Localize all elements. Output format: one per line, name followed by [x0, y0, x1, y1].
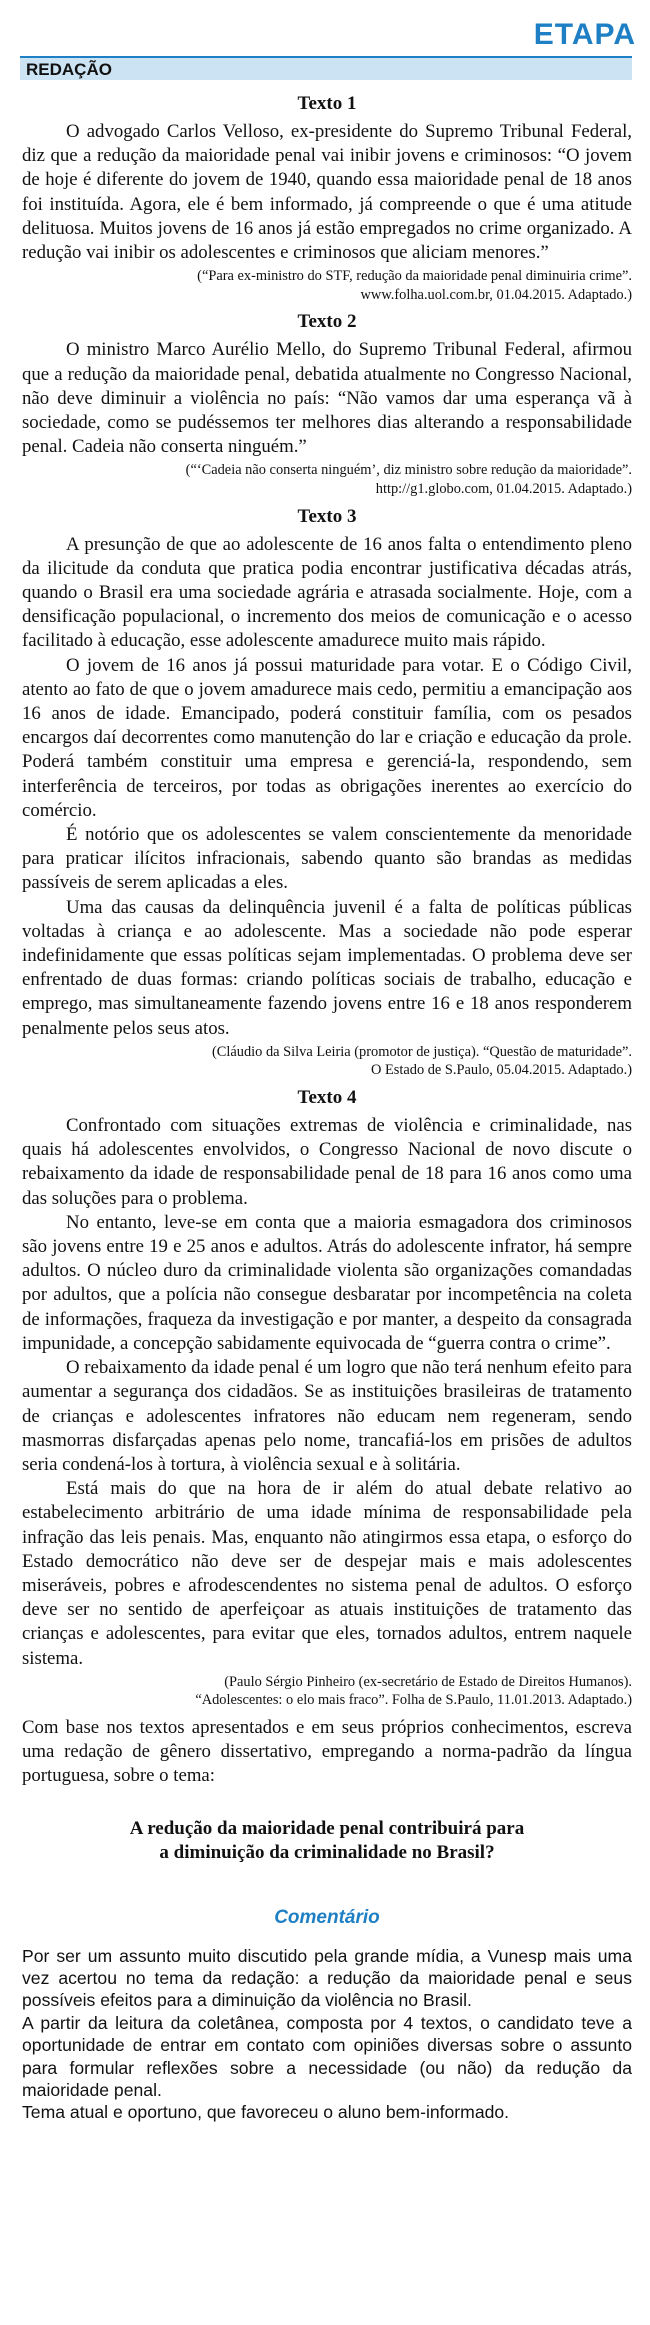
texto-4-paragraph: Está mais do que na hora de ir além do atual debate relativo ao estabelecimento arbitrário de uma idade mínima de responsabilidade pela infração das leis penais. Mas, enquanto não atingirmos essa etapa, o esforço do Estado democrático não deve ser de despejar mais e mais adolescentes miseráveis, pobres e afrodescendentes no sistema penal de adultos. O esforço deve ser no sentido de aperfeiçoar as atuais instituições de tratamento das crianças e adolescentes, para evitar que eles, tornados adultos, entrem naquele sistema.: [22, 1478, 632, 1669]
exam-content: [22, 92, 632, 2124]
texto-4: [22, 1086, 632, 1710]
section-title: REDAÇÃO: [26, 60, 112, 79]
texto-3-paragraph: Uma das causas da delinquência juvenil é a falta de políticas públicas voltadas à criança e ao adolescente. Mas a sociedade não pode esperar indefinidamente que essas políticas sejam implementadas. O problema deve ser enfrentado de duas formas: criando políticas sociais de trabalho, educação e emprego, mas simultaneamente fazendo jovens entre 16 e 18 anos responderem penalmente pelos seus atos.: [22, 896, 632, 1039]
texto-4-paragraph: No entanto, leve-se em conta que a maioria esmagadora dos criminosos são jovens entre 19 e 25 anos e adultos. Atrás do adolescente infrator, há sempre adultos. O núcleo duro da criminalidade violenta são organizações comandadas por adultos, que a polícia não consegue desbaratar por incompetência na coleta de informações, fraqueza da investigação e por manter, a despeito da consagrada impunidade, a concepção sabidamente equivocada de “guerra contra o crime”.: [22, 1211, 632, 1354]
source-line: www.folha.uol.com.br, 01.04.2015. Adaptado.): [360, 286, 632, 303]
texto-3-paragraph: É notório que os adolescentes se valem conscientemente da menoridade para praticar ilícitos infracionais, sabendo quanto são brandas as medidas passíveis de serem aplicadas a eles.: [22, 824, 632, 894]
texto-2: [22, 310, 632, 498]
texto-1-source: [22, 267, 632, 304]
source-line: (Paulo Sérgio Pinheiro (ex-secretário de Estado de Direitos Humanos).: [224, 1673, 632, 1690]
texto-1-paragraph: O advogado Carlos Velloso, ex-presidente do Supremo Tribunal Federal, diz que a redução da maioridade penal vai inibir jovens e criminosos: “O jovem de hoje é diferente do jovem de 1940, quando essa maioridade penal de 18 anos foi instituída. Agora, ele é bem informado, já compreende o que é uma atitude delituosa. Muitos jovens de 16 anos já estão empregados no crime organizado. A redução vai inibir os adolescentes e criminosos que aliciam menores.”: [22, 121, 632, 264]
texto-1-title: Texto 1: [297, 93, 357, 114]
texto-2-paragraph: O ministro Marco Aurélio Mello, do Supremo Tribunal Federal, afirmou que a redução da maioridade penal, debatida atualmente no Congresso Nacional, não deve diminuir a violência no país: “Não vamos dar uma esperança vã à sociedade, como se pudéssemos ter melhores dias alterando a responsabilidade penal. Cadeia não conserta ninguém.”: [22, 339, 632, 458]
source-line: http://g1.globo.com, 01.04.2015. Adaptado.): [375, 481, 632, 498]
essay-theme: [22, 1817, 632, 1865]
texto-3-source: [22, 1043, 632, 1080]
source-line: O Estado de S.Paulo, 05.04.2015. Adaptado.): [370, 1062, 632, 1079]
source-line: “Adolescentes: o elo mais fraco”. Folha de S.Paulo, 11.01.2013. Adaptado.): [195, 1692, 632, 1709]
texto-3-paragraph: O jovem de 16 anos já possui maturidade para votar. E o Código Civil, atento ao fato de que o jovem amadurece mais cedo, permitiu a emancipação aos 16 anos de idade. Emancipado, poderá constituir família, com os pesados encargos daí decorrentes como manutenção do lar e criação e educação da prole. Poderá também constituir uma empresa e gerenciá-la, respondendo, sem interferência de terceiros, por todas as obrigações inerentes ao exercício do comércio.: [22, 654, 632, 821]
texto-3-title: Texto 3: [297, 505, 357, 527]
texto-4-paragraph: Confrontado com situações extremas de violência e criminalidade, nas quais há adolescentes envolvidos, o Congresso Nacional de novo discute o rebaixamento da idade de responsabilidade penal de 18 para 16 anos como uma das soluções para o problema.: [22, 1115, 632, 1209]
theme-line: A redução da maioridade penal contribuirá para: [129, 1817, 525, 1839]
section-header-bar: [20, 56, 632, 80]
theme-line: a diminuição da criminalidade no Brasil?: [159, 1841, 495, 1863]
source-line: (“Para ex-ministro do STF, redução da maioridade penal diminuiria crime”.: [197, 268, 632, 285]
texto-4-title: Texto 4: [297, 1087, 357, 1109]
etapa-logo: ETAPA: [533, 18, 636, 51]
texto-4-paragraph: O rebaixamento da idade penal é um logro que não terá nenhum efeito para aumentar a segurança dos cidadãos. Se as instituições brasileiras de tratamento de crianças e adolescentes infratores não educam nem regeneram, sendo masmorras disfarçadas apenas pelo nome, trancafiá-los em prisões de adultos seria condená-los à tortura, à violência sexual e à solitária.: [22, 1357, 632, 1475]
comment-title: Comentário: [274, 1906, 380, 1928]
texto-2-title: Texto 2: [297, 311, 357, 333]
texto-3: [22, 505, 632, 1080]
source-line: (Cláudio da Silva Leiria (promotor de justiça). “Questão de maturidade”.: [212, 1043, 632, 1060]
comment-paragraph: A partir da leitura da coletânea, composta por 4 textos, o candidato teve a oportunidade de entrar em contato com opiniões diversas sobre o assunto para formular reflexões sobre a necessidade (ou não) da redução da maioridade penal.: [22, 2012, 632, 2100]
texto-3-paragraph: A presunção de que ao adolescente de 16 anos falta o entendimento pleno da ilicitude da conduta que pratica podia encontrar justificativa décadas atrás, quando o Brasil era uma sociedade agrária e atrasada socialmente. Hoje, com a densificação populacional, o incremento dos meios de comunicação e o acesso facilitado à educação, esse adolescente amadurece muito mais rápido.: [22, 533, 632, 652]
texto-2-source: [22, 461, 632, 498]
source-line: (“‘Cadeia não conserta ninguém’, diz ministro sobre redução da maioridade”.: [185, 462, 632, 479]
texto-4-source: [22, 1673, 632, 1710]
texto-1: [22, 92, 632, 304]
comment-paragraph: Por ser um assunto muito discutido pela grande mídia, a Vunesp mais uma vez acertou no tema da redação: a redução da maioridade penal e seus possíveis efeitos para a diminuição da violência no Brasil.: [22, 1945, 632, 2011]
instruction-text: Com base nos textos apresentados e em seus próprios conhecimentos, escreva uma redação de gênero dissertativo, empregando a norma-padrão da língua portuguesa, sobre o tema:: [22, 1716, 632, 1787]
comment-paragraph: Tema atual e oportuno, que favoreceu o aluno bem-informado.: [22, 2102, 510, 2123]
